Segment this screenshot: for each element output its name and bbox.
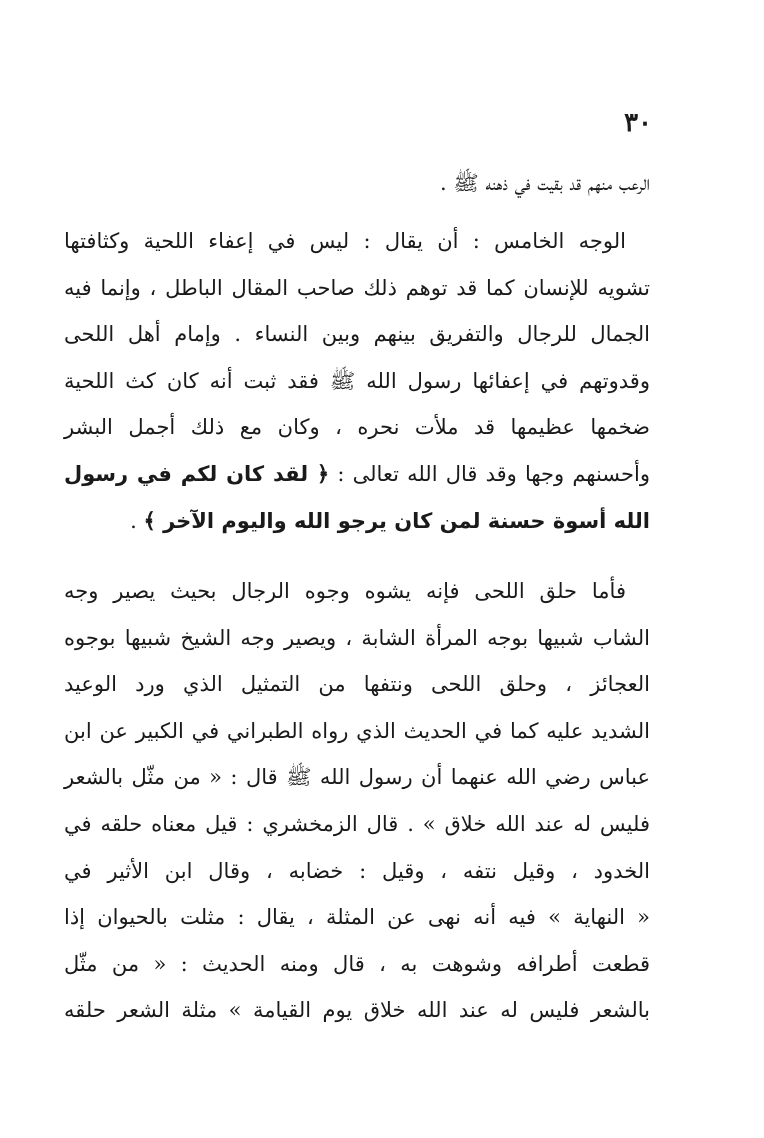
paragraph-2-line: ضخمها عظيمها قد ملأت نحره ، وكان مع ذلك أجمل البشر	[64, 415, 650, 440]
paragraph-2-line: الجمال للرجال والتفريق بينهم وبين النساء . وإمام أهل اللحى	[64, 322, 650, 347]
paragraph-1	[68, 160, 650, 207]
paragraph-2	[64, 218, 650, 544]
paragraph-3-line: العجائز ، وحلق اللحى ونتفها من التمثيل الذي ورد الوعيد	[64, 672, 650, 697]
paragraph-2-line-verse	[64, 451, 650, 498]
page-number: ٣٠	[624, 108, 652, 138]
paragraph-2-line: وقدوتهم في إعفائها رسول الله ﷺ فقد ثبت أنه كان كث اللحية	[64, 368, 650, 393]
paragraph-3-line: بالشعر فليس له عند الله خلاق يوم القيامة » مثلة الشعر حلقه	[64, 998, 650, 1023]
paragraph-3-line: الشديد عليه كما في الحديث الذي رواه الطبراني في الكبير عن ابن	[64, 718, 650, 743]
paragraph-3-line: الخدود ، وقيل نتفه ، وقيل : خضابه ، وقال ابن الأثير في	[64, 858, 650, 883]
paragraph-3-line: « النهاية » فيه أنه نهى عن المثلة ، يقال : مثلت بالحيوان إذا	[64, 905, 650, 930]
paragraph-2-line-text: وأحسنهم وجها وقد قال الله تعالى :	[337, 461, 651, 486]
quran-verse-start: ﴿ لقد كان لكم في رسول	[64, 461, 330, 486]
paragraph-3-line: عباس رضي الله عنهما أن رسول الله ﷺ قال : « من مثّل بالشعر	[64, 765, 650, 790]
paragraph-1-line: الرعب منهم قد بقيت في ذهنه ﷺ .	[440, 171, 650, 195]
paragraph-3-line: الشاب شبيها بوجه المرأة الشابة ، ويصير وجه الشيخ شبيها بوجوه	[64, 625, 650, 650]
verse-end-mark: .	[130, 508, 144, 533]
paragraph-2-line: الوجه الخامس : أن يقال : ليس في إعفاء اللحية وكثافتها	[64, 229, 626, 253]
paragraph-3-line: فليس له عند الله خلاق » . قال الزمخشري : قيل معناه حلقه في	[64, 811, 650, 836]
quran-verse-end: الله أسوة حسنة لمن كان يرجو الله واليوم الآخر ﴾	[143, 508, 650, 533]
paragraph-3-line: قطعت أطرافه وشوهت به ، قال ومنه الحديث : « من مثّل	[64, 951, 650, 976]
paragraph-2-line-verse-end	[64, 498, 650, 545]
paragraph-3	[64, 568, 650, 1034]
paragraph-2-line: تشويه للإنسان كما قد توهم ذلك صاحب المقال الباطل ، وإنما فيه	[64, 275, 650, 300]
paragraph-3-line: فأما حلق اللحى فإنه يشوه وجوه الرجال بحيث يصير وجه	[64, 579, 626, 603]
